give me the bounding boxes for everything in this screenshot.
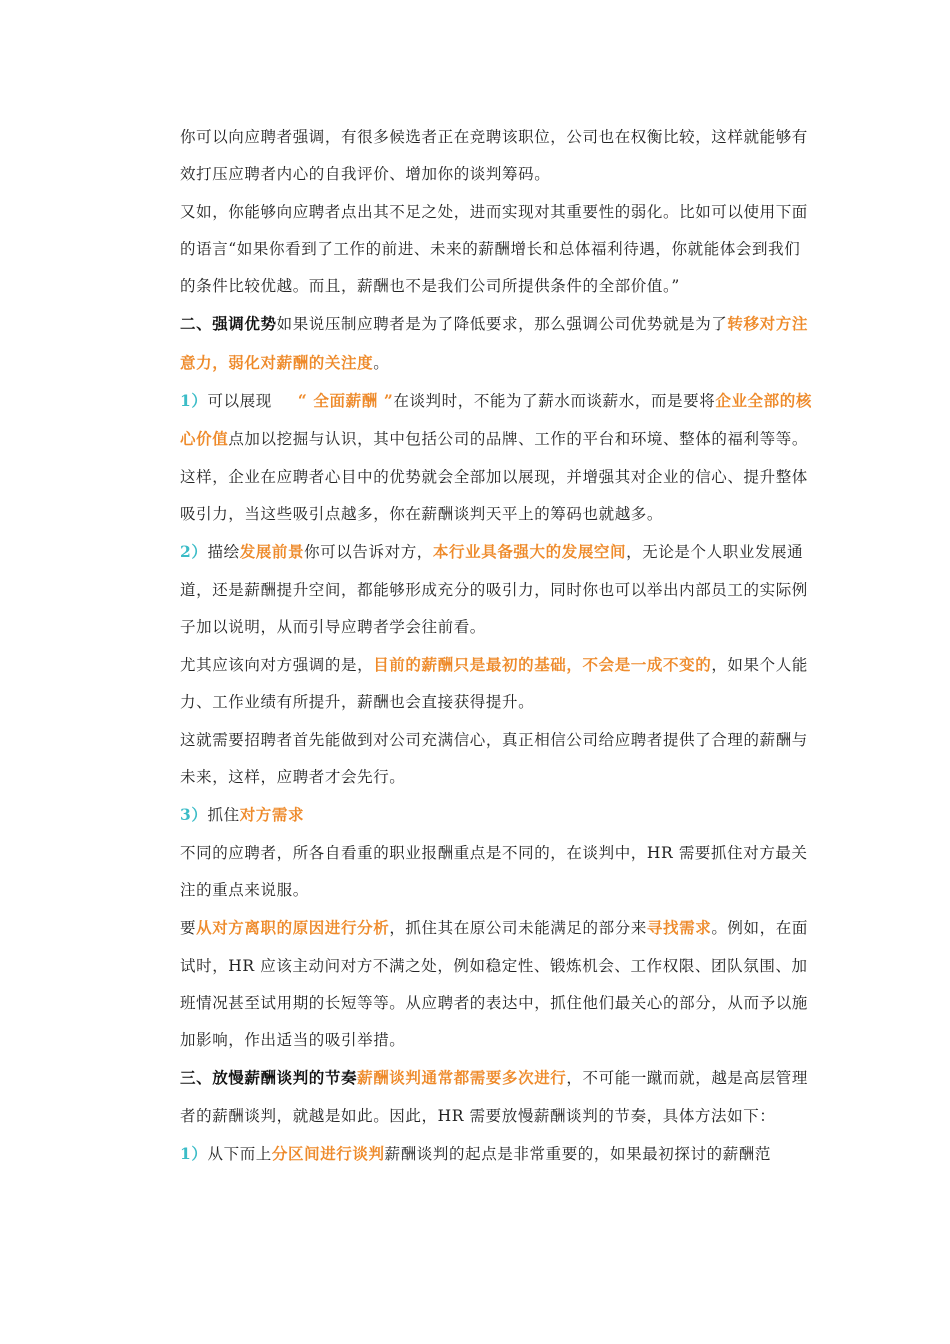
- section-text: 如果说压制应聘者是为了降低要求，那么强调公司优势就是为了: [276, 315, 728, 334]
- point-text: 点加以挖掘与认识，其中包括公司的品牌、工作的平台和环境、整体的福利等等。这样，企业在应聘者心目中的优势就会全部加以展现，并增强其对企业的信心、提升整体吸引力，当这些吸引点越多，你在薪酬谈判天平上的筹码也就越多。: [180, 430, 808, 523]
- highlight-text: 薪酬谈判通常都需要多次进行: [357, 1068, 567, 1088]
- point-text: 从下而上: [207, 1145, 272, 1164]
- paragraph-confidence: 这就需要招聘者首先能做到对公司充满信心，真正相信公司给应聘者提供了合理的薪酬与未来，这样，应聘者才会先行。: [180, 730, 808, 787]
- paragraph-emphasize-competition: 你可以向应聘者强调，有很多候选者正在竞聘该职位，公司也在权衡比较，这样就能够有效打压应聘者内心的自我评价、增加你的谈判筹码。: [180, 128, 808, 184]
- highlight-text: 本行业具备强大的发展空间: [432, 542, 627, 562]
- list-number: 1）: [180, 391, 208, 411]
- document-body: [180, 119, 812, 1173]
- point-text: 在谈判时，不能为了薪水而谈薪水，而是要将: [393, 392, 716, 411]
- point-text: 你可以告诉对方，: [304, 543, 433, 562]
- point-total-compensation: [180, 382, 812, 533]
- section-slow-pace: [180, 1059, 812, 1135]
- paragraph-salary-not-fixed: [180, 646, 812, 722]
- point-text: ，无论是个人职业发展通道，还是薪酬提升空间，都能够形成充分的吸引力，同时你也可以举出内部员工的实际例子加以说明，从而引导应聘者学会往前看。: [180, 543, 808, 636]
- section-heading: 三、放慢薪酬谈判的节奏: [180, 1068, 358, 1088]
- highlight-text: “ 全面薪酬 ”: [297, 391, 394, 411]
- list-number: 2）: [180, 542, 208, 562]
- highlight-text: 寻找需求: [646, 918, 712, 938]
- point-development-prospects: [180, 533, 812, 646]
- section-heading: 二、强调优势: [180, 314, 277, 334]
- paragraph-point-out-weakness: 又如，你能够向应聘者点出其不足之处，进而实现对其重要性的弱化。比如可以使用下面的语言“如果你看到了工作的前进、未来的薪酬增长和总体福利待遇，你就能体会到我们的条件比较优越。而且，薪酬也不是我们公司所提供条件的全部价值。”: [180, 202, 808, 296]
- point-text: 抓住: [207, 806, 240, 825]
- paragraph-text: 要: [180, 919, 197, 938]
- highlight-text: 分区间进行谈判: [271, 1144, 385, 1164]
- list-number: 1）: [180, 1144, 208, 1164]
- point-interval-negotiation: [180, 1135, 812, 1173]
- paragraph-text: 尤其应该向对方强调的是，: [180, 656, 374, 675]
- point-text: 描绘: [207, 543, 240, 562]
- paragraph-different-candidates: 不同的应聘者，所各自看重的职业报酬重点是不同的，在谈判中，HR 需要抓住对方最关注的重点来说服。: [180, 843, 808, 899]
- list-number: 3）: [180, 805, 208, 825]
- paragraph-text: 。例如，在面试时，HR 应该主动问对方不满之处，例如稳定性、锻炼机会、工作权限、团队氛围、加班情况甚至试用期的长短等等。从应聘者的表达中，抓住他们最关心的部分，从而予以施加影响，作出适当的吸引举措。: [180, 919, 808, 1050]
- section-emphasize-advantages: [180, 305, 812, 382]
- highlight-text: 目前的薪酬只是最初的基础，不会是一成不变的: [373, 655, 712, 675]
- highlight-text: 企业全部的核心价值: [180, 391, 812, 449]
- highlight-text: 从对方离职的原因进行分析: [196, 918, 390, 938]
- point-text: 可以展现: [207, 392, 272, 411]
- paragraph-text: ，如果个人能力、工作业绩有所提升，薪酬也会直接获得提升。: [180, 656, 808, 712]
- point-text: 薪酬谈判的起点是非常重要的，如果最初探讨的薪酬范: [384, 1145, 772, 1164]
- section-text: 。: [373, 353, 390, 372]
- highlight-text: 转移对方注意力，弱化对薪酬的关注度: [180, 314, 808, 372]
- section-text: ，不可能一蹴而就，越是高层管理者的薪酬谈判，就越是如此。因此，HR 需要放慢薪酬谈判的节奏，具体方法如下：: [180, 1069, 808, 1125]
- paragraph-analyze-reasons: [180, 909, 812, 1059]
- point-grasp-needs: [180, 796, 812, 834]
- highlight-text: 对方需求: [239, 805, 305, 825]
- highlight-text: 发展前景: [239, 542, 305, 562]
- paragraph-text: ，抓住其在原公司未能满足的部分来: [389, 919, 647, 938]
